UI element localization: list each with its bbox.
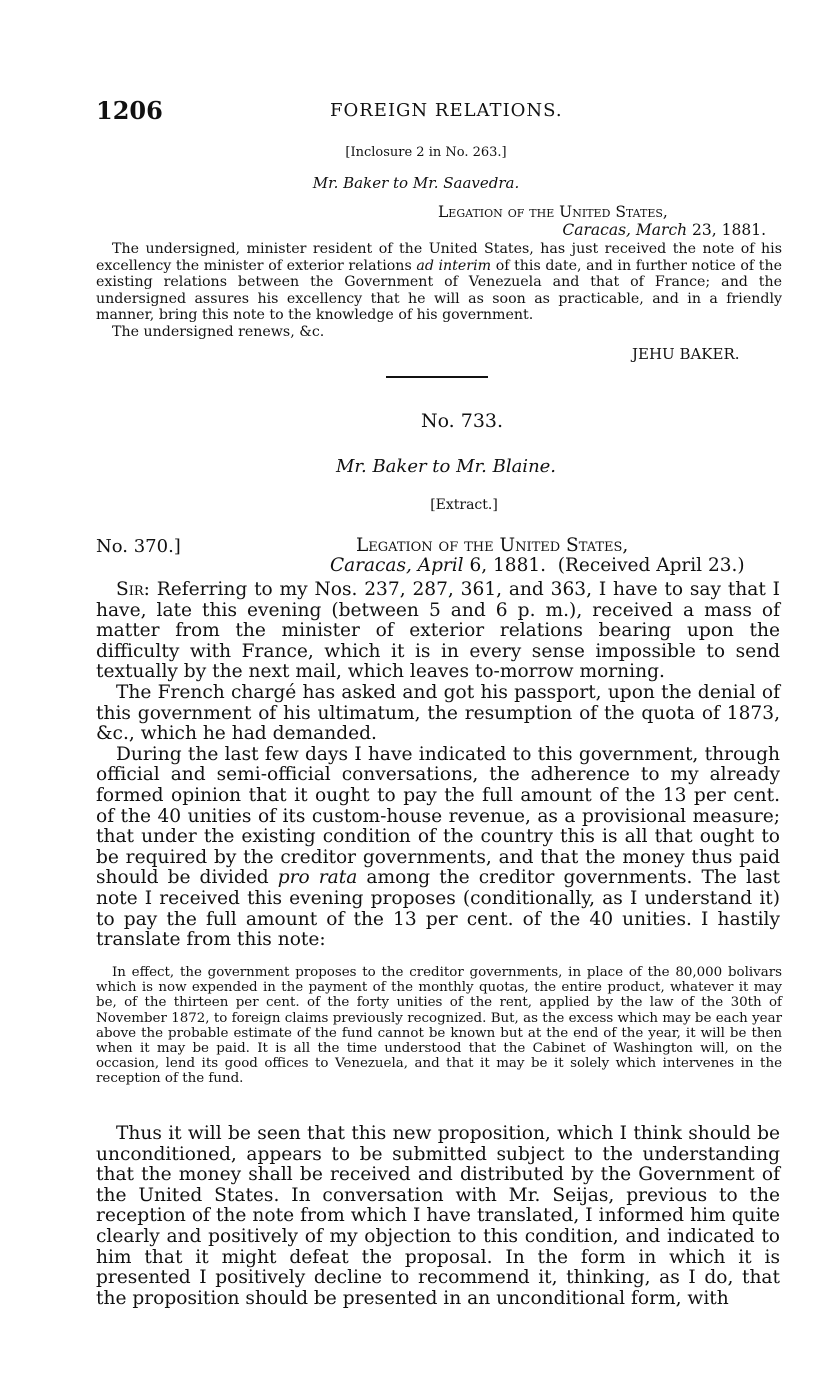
dispatch-paragraph-2: The French chargé has asked and got his passport, upon the denial of this government of his ultimatum, the resumption of the quota of 1873, &c., which he had demanded. — [96, 681, 780, 745]
enclosure-from-to: Mr. Baker to Mr. Saavedra. — [312, 174, 520, 192]
section-divider — [386, 376, 488, 378]
dispatch-place: Caracas, — [330, 555, 412, 576]
dispatch-month: April — [417, 555, 464, 576]
enclosure-paragraph — [96, 241, 782, 324]
paragraph-text-cont: among the creditor governments. The last note I received this evening proposes (conditionally, as I understand it) to pay the full amount of the 13 per cent. of the 40 unities. I hastily translate from this note: — [96, 867, 780, 951]
dispatch-dateline — [330, 555, 745, 576]
enclosure-text: The undersigned, minister resident of the United States, has just received the note of his excellency the minister of exterior relations — [96, 241, 782, 274]
enclosure-text-cont: of this date, and in further notice of the existing relations between the Government of Venezuela and that of France; and the undersigned assures his excellency that he will as soon as practicable, and in a friendly manner, bring this note to the knowledge of his government. — [96, 257, 782, 323]
enclosure-place: Caracas, — [562, 221, 631, 239]
dispatch-legation: Legation of the United States, — [356, 535, 629, 556]
enclosure-date: 23, 1881. — [692, 221, 766, 239]
dispatch-paragraph-3 — [96, 745, 780, 951]
translated-quote — [96, 965, 782, 1087]
dispatch-reference-number: No. 370.] — [96, 536, 181, 557]
dispatch-paragraph-4: Thus it will be seen that this new proposition, which I think should be unconditioned, appears to be submitted subject to the understanding that the money shall be received and distributed by the Government of the United States. In conversation with Mr. Seijas, previous to the reception of the note from which I have translated, I informed him quite clearly and positively of my objection to this condition, and indicated to him that it might defeat the proposal. In the form in which it is presented I positively decline to recommend it, thinking, as I do, that the proposition should be presented in an unconditional form, with — [96, 1123, 780, 1309]
paragraph-text: Referring to my Nos. 237, 287, 361, and 363, I have to say that I have, late this evening (between 5 and 6 p. m.), received a mass of matter from the minister of exterior relations bearing upon the difficulty with France, which it is in every sense impossible to send textually by the next mail, which leaves to-morrow morning. — [96, 579, 780, 683]
dispatch-body-cont — [96, 1124, 780, 1309]
enclosure-italic: ad interim — [416, 257, 492, 274]
dispatch-date: 6, 1881. — [469, 555, 546, 576]
dispatch-paragraph-1 — [96, 580, 780, 683]
paragraph-italic: pro rata — [277, 867, 358, 889]
paragraph-text: During the last few days I have indicated to this government, through official and semi-official conversations, the adherence to my already formed opinion that it ought to pay the full amount of the 13 per cent. of the 40 unities of its custom-house revenue, as a provisional measure; that under the existing condition of the country this is all that ought to be required by the creditor governments, and that the money thus paid should be divided — [96, 743, 780, 889]
dispatch-body — [96, 580, 780, 951]
enclosure-dateline — [460, 221, 766, 239]
salutation: Sir: — [116, 579, 150, 600]
enclosure-legation: Legation of the United States, — [438, 203, 668, 221]
dispatch-from-to: Mr. Baker to Mr. Blaine. — [335, 456, 557, 477]
enclosure-body — [96, 241, 782, 340]
dispatch-number: No. 733. — [420, 410, 504, 432]
page-number: 1206 — [96, 96, 163, 125]
enclosure-month: March — [635, 221, 688, 239]
enclosure-signature: JEHU BAKER. — [632, 345, 740, 363]
dispatch-received: (Received April 23.) — [557, 555, 745, 576]
enclosure-closing: The undersigned renews, &c. — [112, 323, 325, 340]
dispatch-extract: [Extract.] — [430, 497, 498, 513]
quote-paragraph: In effect, the government proposes to the creditor governments, in place of the 80,000 bolivars which is now expended in the payment of the monthly quotas, the entire product, whatever it may be, of the thirteen per cent. of the forty unities of the rent, applied by the law of the 30th of November 1872, to foreign claims previously recognized. But, as the excess which may be each year above the probable estimate of the fund cannot be known but at the end of the year, it will be then when it may be paid. It is all the time understood that the Cabinet of Washington will, on the occasion, lend its good offices to Venezuela, and that it may be it solely which intervenes in the reception of the fund. — [96, 965, 782, 1087]
enclosure-label: [Inclosure 2 in No. 263.] — [345, 145, 507, 160]
running-title: FOREIGN RELATIONS. — [330, 100, 563, 121]
